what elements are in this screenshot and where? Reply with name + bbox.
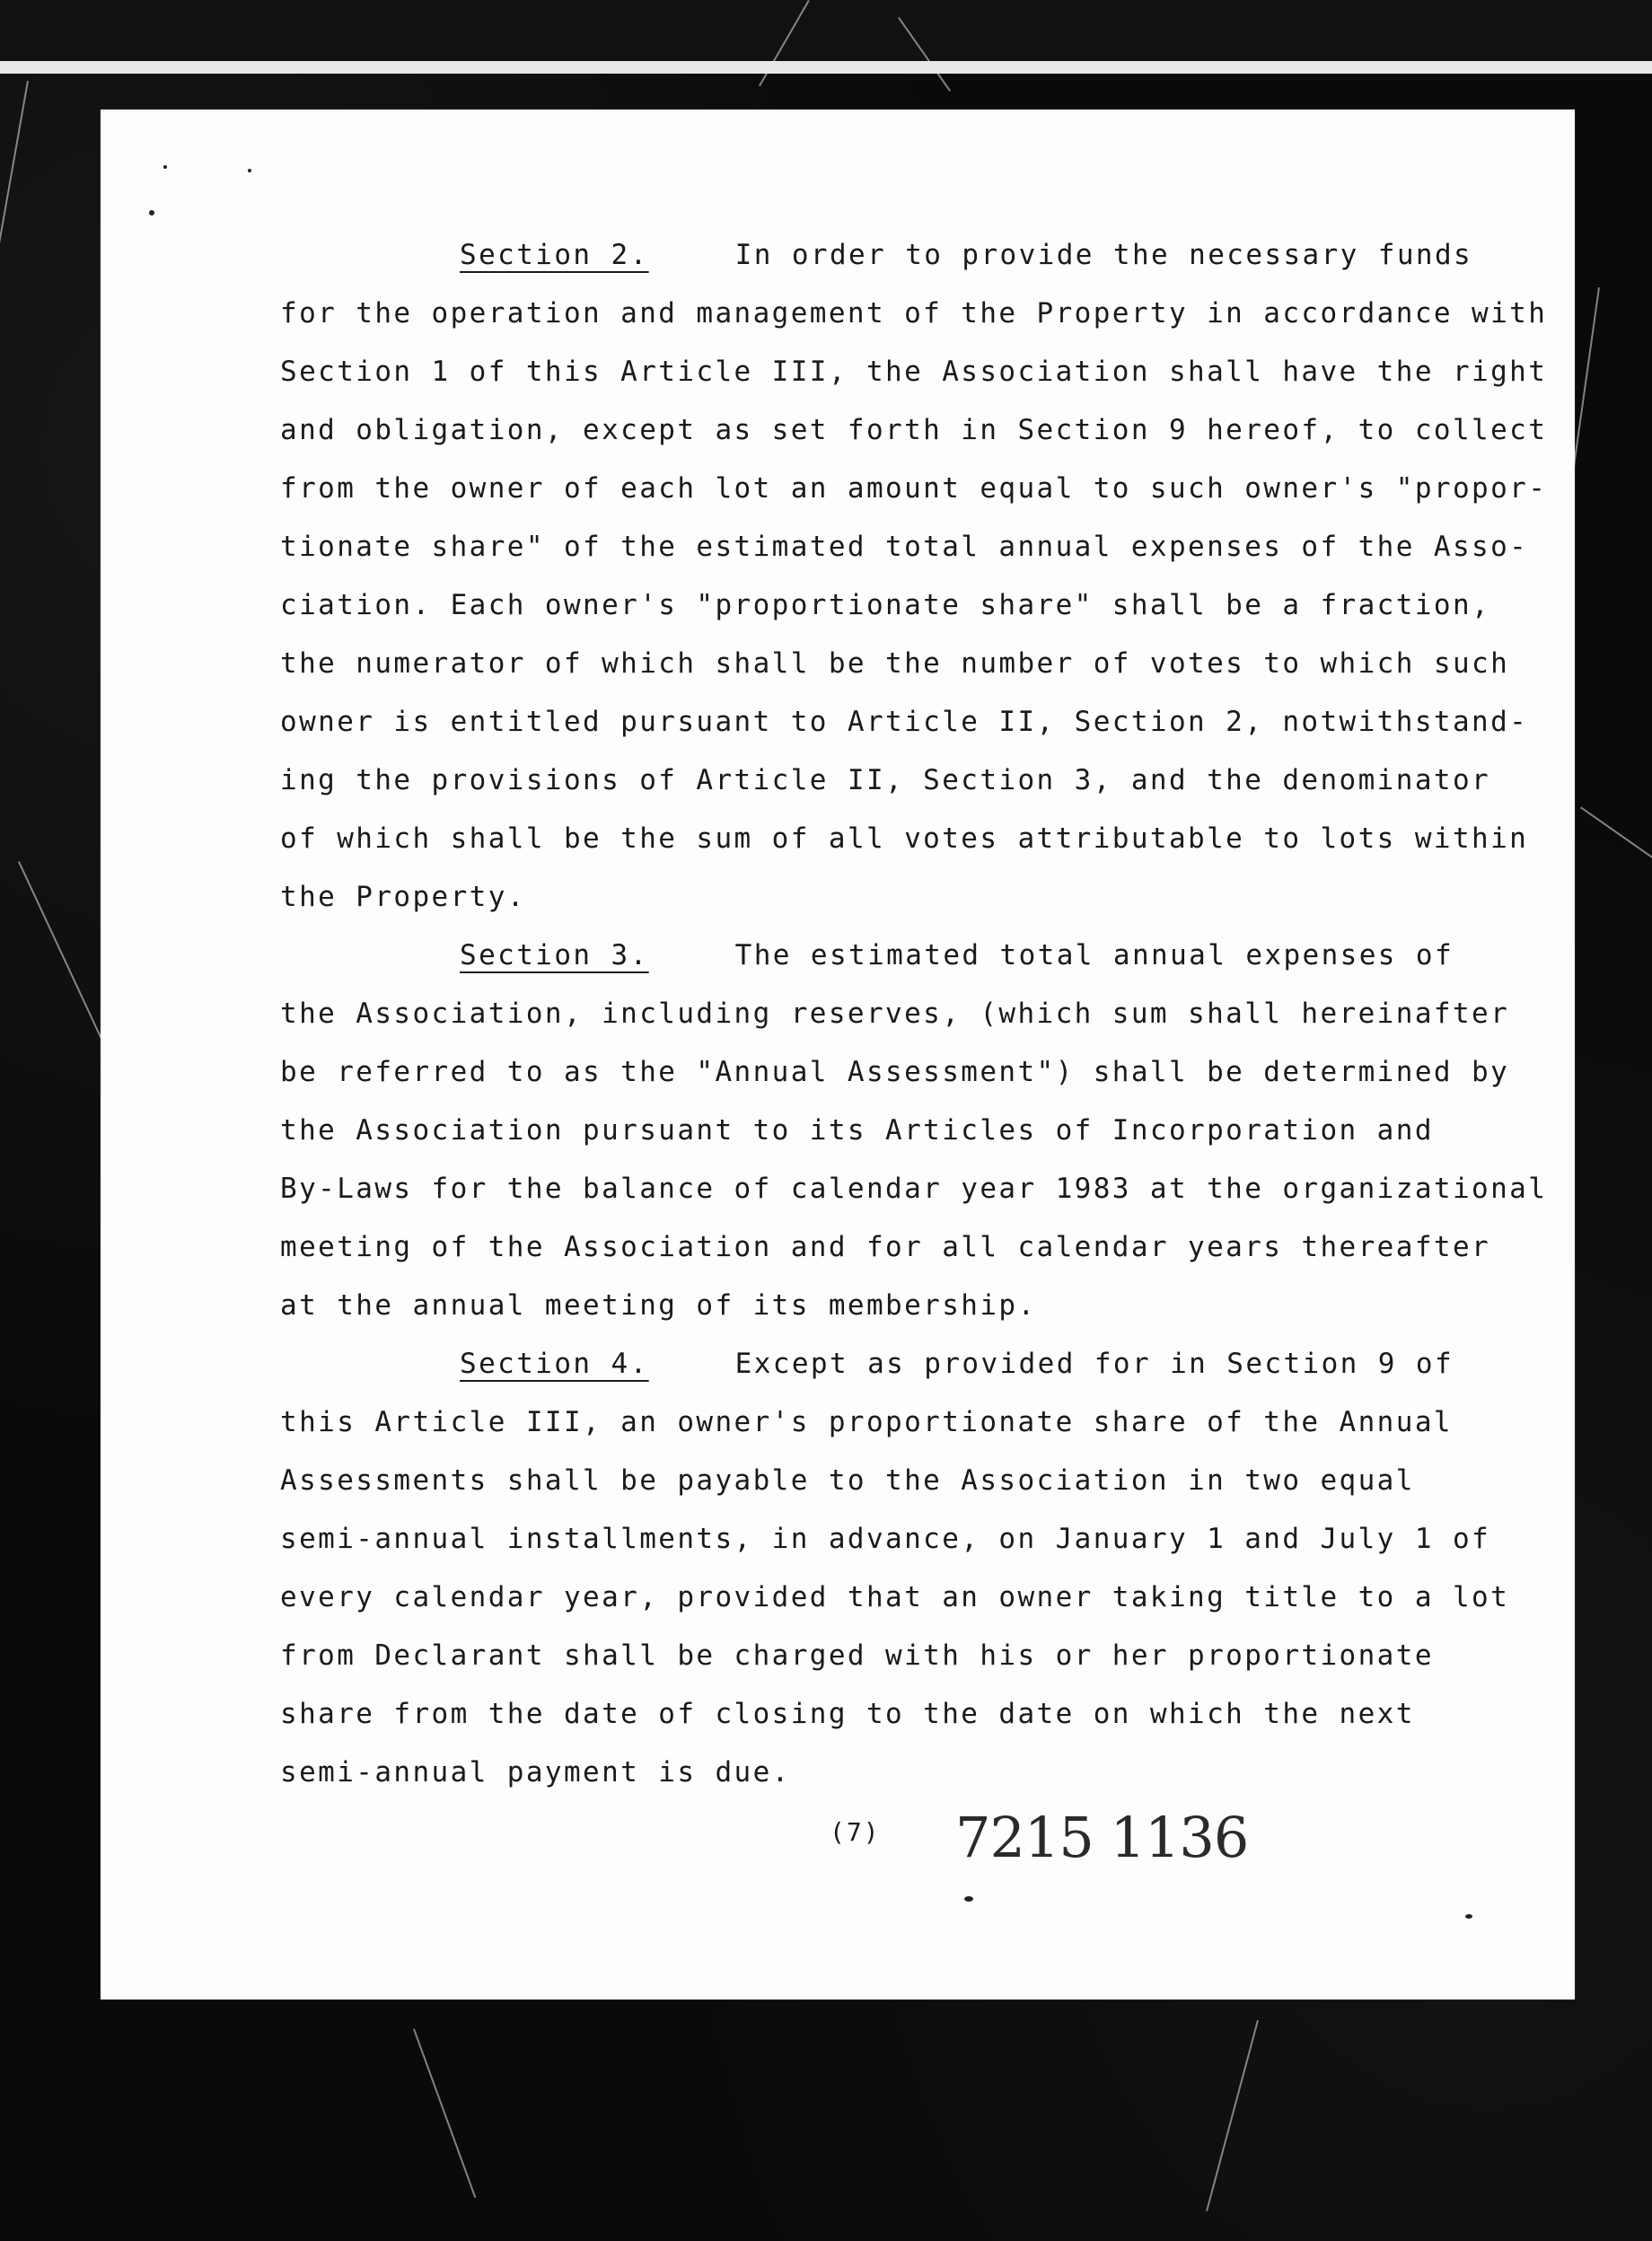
section-2-heading: Section 2. [460,239,649,271]
section-2-first-line [280,226,1501,285]
scan-top-edge [0,61,1652,74]
scan-speck [1465,1914,1472,1919]
paragraph-line: tionate share" of the estimated total annual expenses of the Asso- [280,531,1529,563]
paragraph-line: be referred to as the "Annual Assessment") shall be determined by [280,1056,1510,1088]
paragraph-line: Except as provided for in Section 9 of [734,1348,1454,1380]
paragraph-line: Assessments shall be payable to the Association in two equal [280,1464,1415,1497]
paragraph-line: ing the provisions of Article II, Section 3, and the denominator [280,764,1491,796]
paragraph-line: the Association pursuant to its Articles of Incorporation and [280,1114,1434,1147]
paragraph-line: for the operation and management of the Property in accordance with [280,297,1548,330]
paragraph-line: at the annual meeting of its membership. [280,1289,1037,1322]
paragraph-line: from the owner of each lot an amount equal to such owner's "propor- [280,472,1548,505]
paragraph-line: By-Laws for the balance of calendar year 1983 at the organizational [280,1173,1548,1205]
scan-speck [248,169,251,172]
scan-speck [163,165,167,169]
paragraph-line: the numerator of which shall be the number of votes to which such [280,647,1510,680]
paragraph-line: meeting of the Association and for all calendar years thereafter [280,1231,1491,1263]
section-3-heading: Section 3. [460,939,649,971]
paragraph-line: The estimated total annual expenses of [734,939,1454,971]
paragraph-line: ciation. Each owner's "proportionate share" shall be a fraction, [280,589,1491,621]
paragraph-line: owner is entitled pursuant to Article II, Section 2, notwithstand- [280,706,1529,738]
paragraph-line: semi-annual installments, in advance, on January 1 and July 1 of [280,1523,1491,1555]
document-page [101,110,1575,1999]
paragraph-line: and obligation, except as set forth in Section 9 hereof, to collect [280,414,1548,446]
paragraph-line: In order to provide the necessary funds [734,239,1473,271]
paragraph-line: semi-annual payment is due. [280,1756,791,1788]
recording-stamp-number: 7215 1136 [955,1805,1249,1870]
paragraph-line: this Article III, an owner's proportionate share of the Annual [280,1406,1453,1438]
scan-top-bar [0,0,1652,65]
section-4-first-line [280,1335,1501,1393]
paragraph-line: the Association, including reserves, (which sum shall hereinafter [280,997,1510,1030]
paragraph-line: the Property. [280,881,526,913]
section-3-first-line [280,927,1501,985]
scan-speck [149,210,154,215]
scan-speck [964,1896,973,1902]
page-number: (7) [830,1817,881,1847]
paragraph-line: every calendar year, provided that an owner taking title to a lot [280,1581,1510,1613]
paragraph-line: Section 1 of this Article III, the Association shall have the right [280,356,1548,388]
section-4-heading: Section 4. [460,1348,649,1380]
paragraph-line: from Declarant shall be charged with his or her proportionate [280,1639,1434,1672]
document-body [280,226,1548,1802]
paragraph-line: of which shall be the sum of all votes attributable to lots within [280,822,1529,855]
paragraph-line: share from the date of closing to the date on which the next [280,1698,1415,1730]
